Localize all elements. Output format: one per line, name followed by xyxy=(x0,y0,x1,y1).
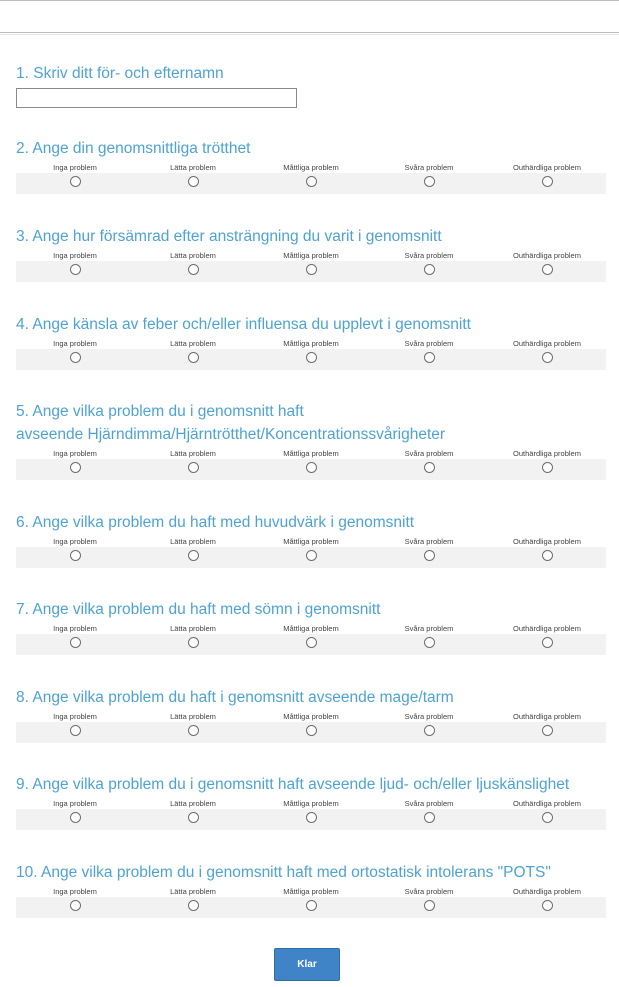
radio-option[interactable] xyxy=(70,462,81,473)
scale-label: Svåra problem xyxy=(404,449,454,458)
radio-option[interactable] xyxy=(70,176,81,187)
scale-options xyxy=(16,173,606,194)
radio-cell xyxy=(134,809,252,823)
radio-option[interactable] xyxy=(542,462,553,473)
scale-label: Svåra problem xyxy=(404,163,454,172)
scale-label: Inga problem xyxy=(53,887,97,896)
scale-options xyxy=(16,897,606,918)
radio-option[interactable] xyxy=(188,550,199,561)
scale-label: Måttliga problem xyxy=(283,339,339,348)
rating-scale xyxy=(16,448,606,480)
scale-label: Måttliga problem xyxy=(283,251,339,260)
question-title: 4. Ange känsla av feber och/eller influensa du upplevt i genomsnitt xyxy=(16,316,471,333)
name-input[interactable] xyxy=(16,88,297,108)
scale-label: Måttliga problem xyxy=(283,449,339,458)
question-5 xyxy=(16,400,606,480)
question-title: 10. Ange vilka problem du i genomsnitt haft med ortostatisk intolerans "POTS" xyxy=(16,864,551,881)
radio-cell xyxy=(370,173,488,187)
radio-cell xyxy=(370,459,488,473)
radio-cell xyxy=(252,547,370,561)
radio-option[interactable] xyxy=(424,725,435,736)
radio-cell xyxy=(488,349,606,363)
radio-cell xyxy=(134,897,252,911)
question-title: 8. Ange vilka problem du haft i genomsnitt avseende mage/tarm xyxy=(16,689,454,706)
scale-label: Outhärdliga problem xyxy=(513,887,581,896)
question-title: 7. Ange vilka problem du haft med sömn i genomsnitt xyxy=(16,601,381,618)
scale-label: Svåra problem xyxy=(404,887,454,896)
question-4 xyxy=(16,313,606,370)
radio-cell xyxy=(16,634,134,648)
radio-cell xyxy=(370,809,488,823)
radio-option[interactable] xyxy=(306,725,317,736)
radio-option[interactable] xyxy=(188,900,199,911)
scale-labels xyxy=(16,886,606,897)
scale-options xyxy=(16,722,606,743)
radio-option[interactable] xyxy=(188,462,199,473)
radio-cell xyxy=(488,809,606,823)
radio-cell xyxy=(252,349,370,363)
scale-label: Inga problem xyxy=(53,537,97,546)
radio-option[interactable] xyxy=(188,352,199,363)
radio-option[interactable] xyxy=(542,637,553,648)
radio-cell xyxy=(370,722,488,736)
rating-scale xyxy=(16,798,606,830)
scale-label: Outhärdliga problem xyxy=(513,712,581,721)
radio-cell xyxy=(134,459,252,473)
rating-scale xyxy=(16,162,606,194)
radio-option[interactable] xyxy=(424,462,435,473)
radio-cell xyxy=(252,722,370,736)
scale-label: Lätta problem xyxy=(170,251,216,260)
radio-cell xyxy=(370,634,488,648)
scale-label: Svåra problem xyxy=(404,799,454,808)
radio-cell xyxy=(16,173,134,187)
rating-scale xyxy=(16,250,606,282)
scale-options xyxy=(16,349,606,370)
scale-label: Lätta problem xyxy=(170,624,216,633)
scale-labels xyxy=(16,623,606,634)
radio-option[interactable] xyxy=(424,900,435,911)
scale-labels xyxy=(16,162,606,173)
radio-cell xyxy=(252,634,370,648)
scale-label: Måttliga problem xyxy=(283,799,339,808)
radio-cell xyxy=(134,261,252,275)
radio-cell xyxy=(488,261,606,275)
scale-label: Outhärdliga problem xyxy=(513,163,581,172)
radio-cell xyxy=(134,722,252,736)
scale-labels xyxy=(16,250,606,261)
radio-cell xyxy=(488,634,606,648)
scale-label: Inga problem xyxy=(53,163,97,172)
radio-cell xyxy=(16,897,134,911)
radio-cell xyxy=(488,722,606,736)
radio-option[interactable] xyxy=(424,550,435,561)
radio-cell xyxy=(252,809,370,823)
rating-scale xyxy=(16,338,606,370)
radio-option[interactable] xyxy=(306,176,317,187)
radio-option[interactable] xyxy=(70,352,81,363)
question-title: 1. Skriv ditt för- och efternamn xyxy=(16,65,224,82)
scale-labels xyxy=(16,798,606,809)
radio-option[interactable] xyxy=(542,176,553,187)
scale-label: Lätta problem xyxy=(170,339,216,348)
question-6 xyxy=(16,511,606,568)
radio-option[interactable] xyxy=(542,352,553,363)
radio-option[interactable] xyxy=(188,725,199,736)
radio-option[interactable] xyxy=(542,900,553,911)
radio-cell xyxy=(134,547,252,561)
radio-cell xyxy=(134,634,252,648)
radio-option[interactable] xyxy=(70,725,81,736)
radio-option[interactable] xyxy=(70,264,81,275)
radio-option[interactable] xyxy=(306,900,317,911)
scale-label: Lätta problem xyxy=(170,449,216,458)
radio-cell xyxy=(488,459,606,473)
scale-options xyxy=(16,547,606,568)
scale-label: Outhärdliga problem xyxy=(513,251,581,260)
scale-label: Outhärdliga problem xyxy=(513,339,581,348)
scale-options xyxy=(16,459,606,480)
radio-cell xyxy=(370,547,488,561)
scale-labels xyxy=(16,711,606,722)
scale-label: Inga problem xyxy=(53,251,97,260)
radio-cell xyxy=(134,349,252,363)
radio-cell xyxy=(16,459,134,473)
question-7 xyxy=(16,598,606,655)
question-10 xyxy=(16,861,606,918)
scale-options xyxy=(16,261,606,282)
scale-label: Lätta problem xyxy=(170,712,216,721)
question-title: 9. Ange vilka problem du i genomsnitt haft avseende ljud- och/eller ljuskänslighet xyxy=(16,776,570,793)
radio-cell xyxy=(252,459,370,473)
radio-option[interactable] xyxy=(70,900,81,911)
top-divider xyxy=(0,34,619,35)
scale-label: Inga problem xyxy=(53,624,97,633)
radio-cell xyxy=(252,897,370,911)
scale-label: Lätta problem xyxy=(170,887,216,896)
radio-option[interactable] xyxy=(542,264,553,275)
scale-label: Måttliga problem xyxy=(283,712,339,721)
scale-label: Lätta problem xyxy=(170,537,216,546)
radio-cell xyxy=(16,261,134,275)
rating-scale xyxy=(16,886,606,918)
scale-label: Svåra problem xyxy=(404,339,454,348)
scale-label: Svåra problem xyxy=(404,251,454,260)
radio-cell xyxy=(252,173,370,187)
radio-cell xyxy=(370,349,488,363)
scale-label: Outhärdliga problem xyxy=(513,449,581,458)
radio-cell xyxy=(16,547,134,561)
scale-label: Svåra problem xyxy=(404,537,454,546)
radio-option[interactable] xyxy=(542,550,553,561)
radio-option[interactable] xyxy=(424,176,435,187)
radio-option[interactable] xyxy=(306,462,317,473)
scale-label: Inga problem xyxy=(53,449,97,458)
question-title: 3. Ange hur försämrad efter ansträngning du varit i genomsnitt xyxy=(16,228,442,245)
radio-option[interactable] xyxy=(188,812,199,823)
scale-label: Måttliga problem xyxy=(283,537,339,546)
scale-label: Inga problem xyxy=(53,799,97,808)
radio-option[interactable] xyxy=(306,550,317,561)
scale-label: Outhärdliga problem xyxy=(513,799,581,808)
scale-options xyxy=(16,809,606,830)
rating-scale xyxy=(16,711,606,743)
radio-cell xyxy=(488,547,606,561)
scale-labels xyxy=(16,536,606,547)
radio-option[interactable] xyxy=(542,725,553,736)
scale-label: Inga problem xyxy=(53,339,97,348)
radio-option[interactable] xyxy=(306,637,317,648)
radio-cell xyxy=(370,897,488,911)
rating-scale xyxy=(16,623,606,655)
radio-cell xyxy=(488,897,606,911)
question-3 xyxy=(16,225,606,282)
radio-option[interactable] xyxy=(70,637,81,648)
question-2 xyxy=(16,137,606,194)
question-1 xyxy=(16,62,606,85)
question-title: 6. Ange vilka problem du haft med huvudvärk i genomsnitt xyxy=(16,514,415,531)
radio-option[interactable] xyxy=(424,264,435,275)
top-bar xyxy=(0,0,619,33)
scale-labels xyxy=(16,338,606,349)
radio-cell xyxy=(134,173,252,187)
scale-label: Måttliga problem xyxy=(283,624,339,633)
scale-label: Inga problem xyxy=(53,712,97,721)
radio-option[interactable] xyxy=(306,264,317,275)
radio-option[interactable] xyxy=(424,812,435,823)
radio-cell xyxy=(252,261,370,275)
radio-option[interactable] xyxy=(188,637,199,648)
scale-label: Lätta problem xyxy=(170,799,216,808)
radio-option[interactable] xyxy=(424,637,435,648)
radio-cell xyxy=(16,349,134,363)
radio-cell xyxy=(488,173,606,187)
radio-option[interactable] xyxy=(542,812,553,823)
radio-option[interactable] xyxy=(306,812,317,823)
question-9 xyxy=(16,773,606,830)
scale-labels xyxy=(16,448,606,459)
radio-option[interactable] xyxy=(70,550,81,561)
scale-label: Outhärdliga problem xyxy=(513,537,581,546)
radio-cell xyxy=(16,722,134,736)
scale-options xyxy=(16,634,606,655)
submit-button[interactable]: Klar xyxy=(274,948,340,981)
question-title: 2. Ange din genomsnittliga trötthet xyxy=(16,140,251,157)
question-8 xyxy=(16,686,606,743)
question-title: 5. Ange vilka problem du i genomsnitt haft avseende Hjärndimma/Hjärntrötthet/Koncentrationssvårigheter xyxy=(16,403,446,443)
radio-cell xyxy=(370,261,488,275)
scale-label: Lätta problem xyxy=(170,163,216,172)
scale-label: Måttliga problem xyxy=(283,887,339,896)
radio-option[interactable] xyxy=(70,812,81,823)
rating-scale xyxy=(16,536,606,568)
scale-label: Svåra problem xyxy=(404,624,454,633)
radio-option[interactable] xyxy=(424,352,435,363)
scale-label: Outhärdliga problem xyxy=(513,624,581,633)
radio-option[interactable] xyxy=(188,264,199,275)
scale-label: Svåra problem xyxy=(404,712,454,721)
radio-cell xyxy=(16,809,134,823)
radio-option[interactable] xyxy=(306,352,317,363)
radio-option[interactable] xyxy=(188,176,199,187)
scale-label: Måttliga problem xyxy=(283,163,339,172)
